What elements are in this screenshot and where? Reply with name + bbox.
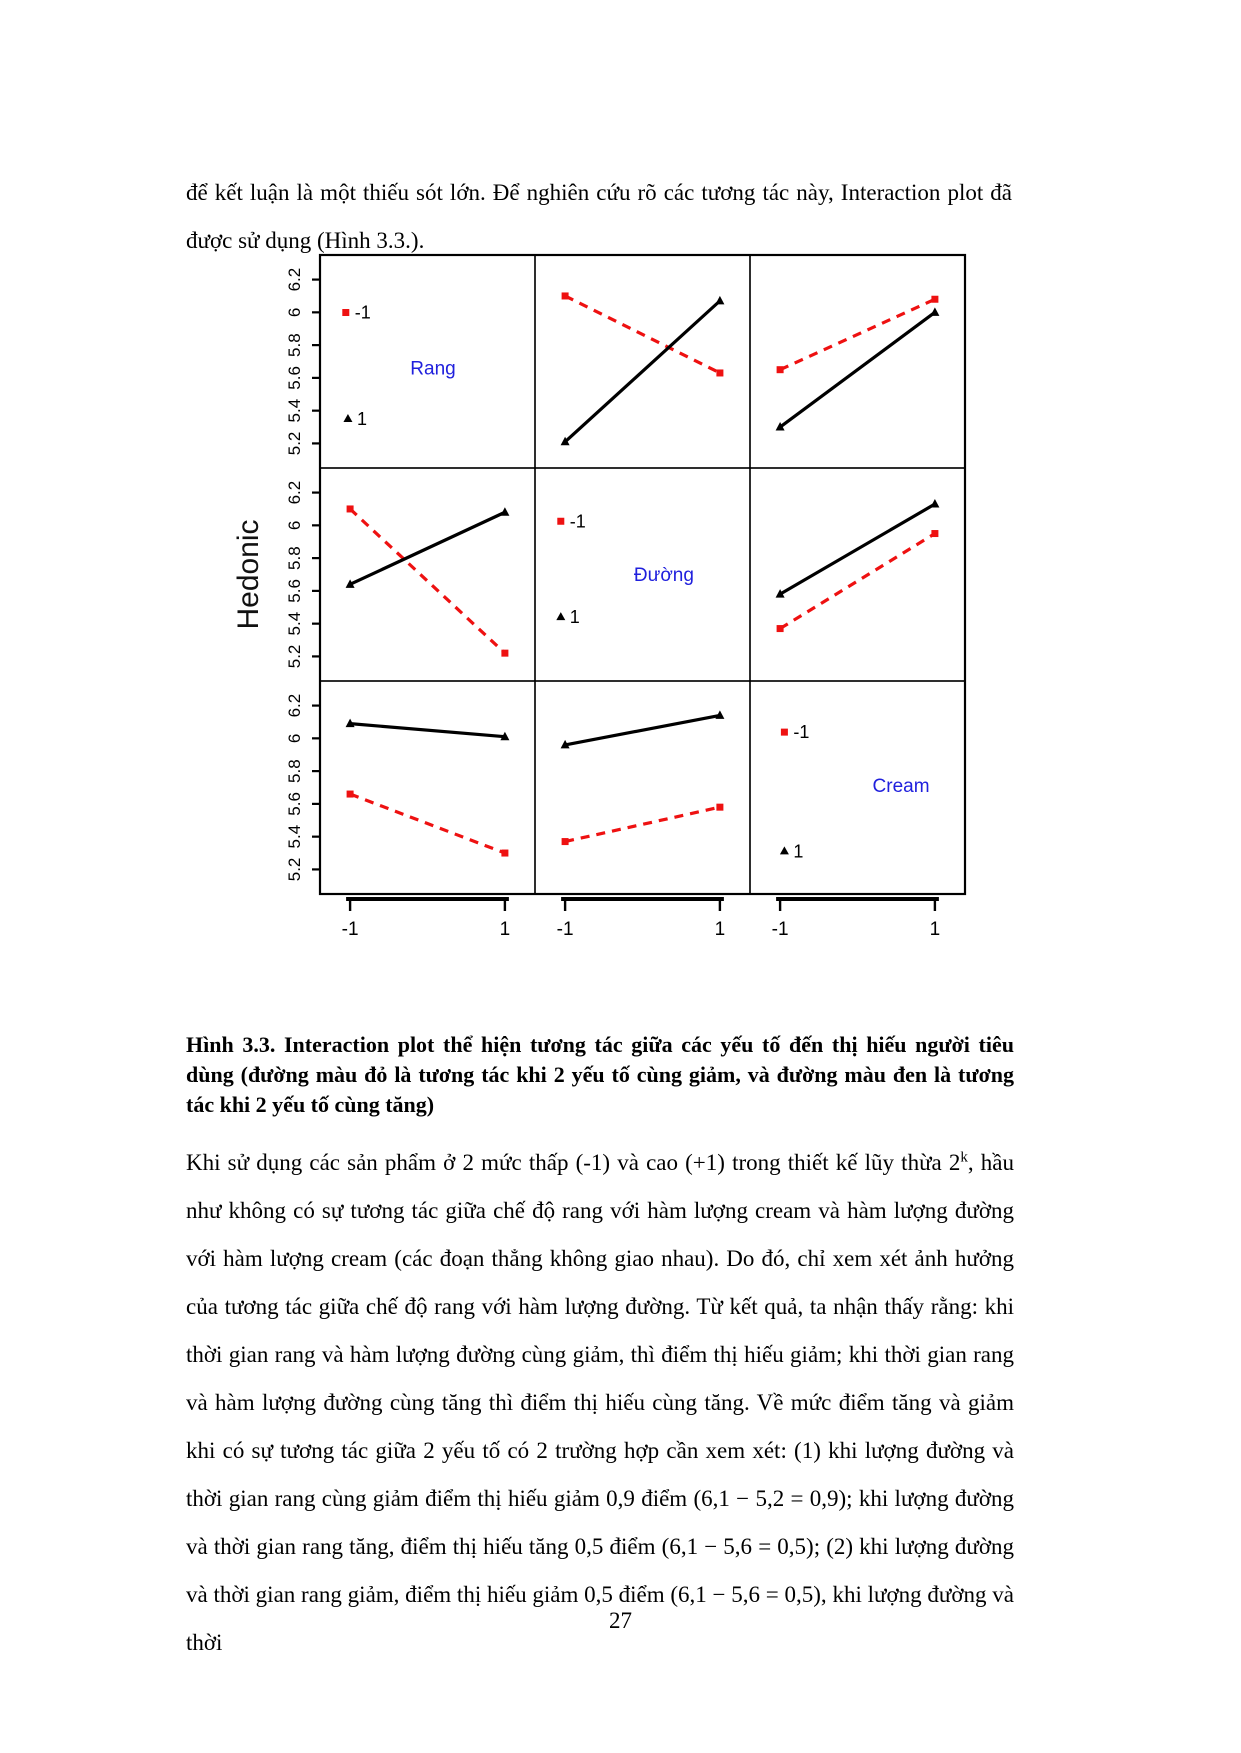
- panel-2-0: [320, 681, 535, 894]
- x-tick-label: 1: [929, 919, 941, 940]
- factor-label-0: Rang: [410, 358, 456, 380]
- legend-low-marker-icon: [557, 518, 564, 525]
- series-line-level-1: [350, 512, 505, 584]
- body-paragraph: [186, 1139, 1014, 1667]
- series-line-level--1: [780, 299, 935, 369]
- x-tick-label: 1: [714, 919, 726, 940]
- y-axis-title: Hedonic: [232, 519, 265, 630]
- y-tick-label: 6.2: [285, 267, 304, 292]
- data-point-marker-icon: [347, 505, 354, 512]
- panel-2-1: [535, 681, 750, 894]
- y-tick-label: 5.6: [285, 792, 304, 816]
- data-point-marker-icon: [500, 507, 509, 516]
- data-point-marker-icon: [562, 292, 569, 299]
- y-tick-label: 5.6: [285, 579, 304, 603]
- y-tick-label: 5.8: [285, 759, 304, 783]
- interaction-plot: [230, 245, 985, 954]
- y-tick-label: 5.4: [285, 611, 304, 636]
- y-tick-label: 5.8: [285, 546, 304, 570]
- data-point-marker-icon: [501, 850, 508, 857]
- panel-1-2: [750, 468, 965, 681]
- data-point-marker-icon: [715, 296, 724, 305]
- y-tick-label: 5.4: [285, 398, 304, 423]
- series-line-level--1: [350, 794, 505, 853]
- data-point-marker-icon: [501, 650, 508, 657]
- legend-high-label: 1: [356, 409, 367, 430]
- body-text-start: Khi sử dụng các sản phẩm ở 2 mức thấp (-1) và cao (+1) trong thiết kế lũy thừa 2: [186, 1150, 961, 1175]
- y-tick-label: 5.2: [285, 857, 304, 882]
- y-tick-label: 6: [285, 520, 304, 531]
- data-point-marker-icon: [777, 366, 784, 373]
- y-tick-label: 5.8: [285, 333, 304, 357]
- legend-low-label: -1: [569, 511, 586, 532]
- panel-0-1: [535, 255, 750, 468]
- series-line-level-1: [780, 312, 935, 427]
- legend-low-marker-icon: [342, 309, 349, 316]
- series-line-level-1: [565, 301, 720, 442]
- legend-low-label: -1: [793, 722, 810, 743]
- data-point-marker-icon: [716, 804, 723, 811]
- x-tick-label: -1: [341, 919, 359, 940]
- legend-high-marker-icon: [780, 846, 789, 854]
- y-tick-label: 5.2: [285, 644, 304, 669]
- y-tick-label: 6.2: [285, 480, 304, 505]
- legend-high-label: 1: [793, 841, 804, 862]
- data-point-marker-icon: [716, 369, 723, 376]
- factor-label-2: Cream: [872, 775, 930, 797]
- series-line-level-1: [350, 724, 505, 737]
- body-text-rest: , hầu như không có sự tương tác giữa chế độ rang với hàm lượng cream và hàm lượng đường với hàm lượng cream (các đoạn thẳng không giao nhau). Do đó, chỉ xem xét ảnh hưởng của tương tác giữa chế độ rang với hàm lượng đường. Từ kết quả, ta nhận thấy rằng: khi thời gian rang và hàm lượng đường cùng giảm, thì điểm thị hiếu giảm; khi thời gian rang và hàm lượng đường cùng tăng thì điểm thị hiếu cùng tăng. Về mức điểm tăng và giảm khi có sự tương tác giữa 2 yếu tố có 2 trường hợp cần xem xét: (1) khi lượng đường và thời gian rang cùng giảm điểm thị hiếu giảm 0,9 điểm (6,1 − 5,2 = 0,9); khi lượng đường và thời gian rang tăng, điểm thị hiếu tăng 0,5 điểm (6,1 − 5,6 = 0,5); (2) khi lượng đường và thời gian rang giảm, điểm thị hiếu giảm 0,5 điểm (6,1 − 5,6 = 0,5), khi lượng đường và thời: [186, 1150, 1014, 1655]
- interaction-plot-figure: [230, 245, 985, 959]
- y-tick-label: 5.6: [285, 366, 304, 390]
- data-point-marker-icon: [930, 499, 939, 508]
- panel-0-2: [750, 255, 965, 468]
- legend-high-label: 1: [569, 607, 580, 628]
- y-tick-label: 6: [285, 307, 304, 318]
- exponent-k: k: [960, 1149, 968, 1166]
- legend-high-marker-icon: [343, 414, 352, 422]
- y-tick-label: 6: [285, 733, 304, 744]
- data-point-marker-icon: [777, 625, 784, 632]
- data-point-marker-icon: [931, 530, 938, 537]
- panel-2-2: [750, 681, 965, 894]
- x-tick-label: 1: [499, 919, 511, 940]
- legend-low-label: -1: [354, 302, 371, 323]
- legend-low-marker-icon: [781, 729, 788, 736]
- y-tick-label: 5.4: [285, 824, 304, 849]
- data-point-marker-icon: [930, 307, 939, 316]
- data-point-marker-icon: [347, 791, 354, 798]
- x-tick-label: -1: [556, 919, 574, 940]
- y-tick-label: 5.2: [285, 431, 304, 456]
- panel-1-0: [320, 468, 535, 681]
- intro-paragraph: để kết luận là một thiếu sót lớn. Để nghiên cứu rõ các tương tác này, Interaction plot đã được sử dụng (Hình 3.3.).: [186, 180, 1012, 253]
- data-point-marker-icon: [562, 838, 569, 845]
- x-tick-label: -1: [771, 919, 789, 940]
- legend-high-marker-icon: [556, 612, 565, 620]
- series-line-level--1: [350, 509, 505, 653]
- series-line-level--1: [565, 296, 720, 373]
- factor-label-1: Đường: [633, 564, 694, 586]
- series-line-level--1: [565, 807, 720, 841]
- series-line-level-1: [565, 715, 720, 744]
- figure-caption: Hình 3.3. Interaction plot thể hiện tương tác giữa các yếu tố đến thị hiếu người tiêu dùng (đường màu đỏ là tương tác khi 2 yếu tố cùng giảm, và đường màu đen là tương tác khi 2 yếu tố cùng tăng): [186, 1032, 1014, 1117]
- series-line-level-1: [780, 504, 935, 594]
- page-number: 27: [609, 1608, 632, 1633]
- y-tick-label: 6.2: [285, 693, 304, 718]
- data-point-marker-icon: [931, 296, 938, 303]
